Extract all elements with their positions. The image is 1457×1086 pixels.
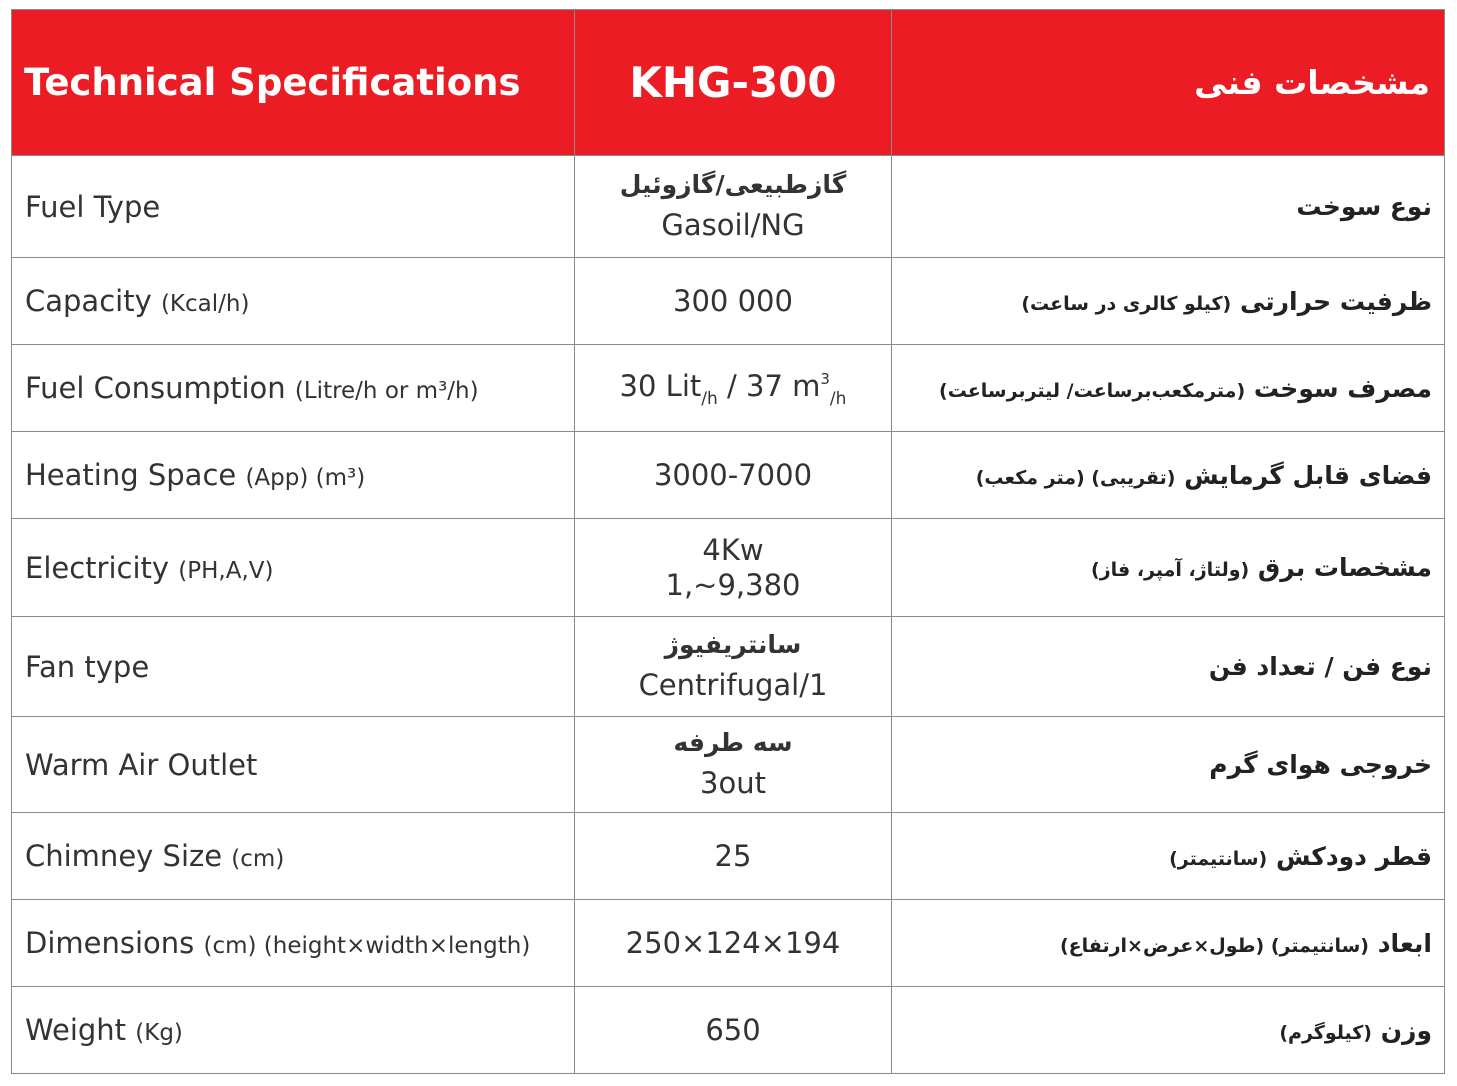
table-row	[12, 987, 1445, 1074]
en-label-cell	[12, 813, 575, 900]
table-row	[12, 717, 1445, 813]
table-row	[12, 900, 1445, 987]
value-cell	[575, 519, 892, 617]
persian-title: مشخصات فنی	[892, 10, 1445, 156]
fa-label: ابعاد	[1377, 928, 1432, 958]
table-row	[12, 813, 1445, 900]
fa-unit: (مترمکعب‌برساعت/ لیتربرساعت)	[939, 379, 1246, 402]
fa-label-cell	[892, 519, 1445, 617]
value-cell	[575, 258, 892, 345]
en-label: Dimensions	[25, 926, 195, 960]
fa-label-cell	[892, 258, 1445, 345]
fa-unit: (کیلو کالری در ساعت)	[1021, 292, 1232, 315]
value-cell	[575, 345, 892, 432]
fa-label: قطر دودکش	[1275, 841, 1432, 871]
value-text-line2: 1,~9,380	[665, 567, 801, 602]
table-row	[12, 345, 1445, 432]
value-cell	[575, 813, 892, 900]
fa-label: ظرفیت حرارتی	[1239, 286, 1432, 316]
fuel-value-part1-sub: /h	[701, 388, 718, 409]
value-persian: گازطبیعی/گازوئیل	[619, 170, 847, 200]
value-text: 25	[714, 838, 752, 873]
en-unit: (Kcal/h)	[160, 291, 250, 317]
fa-unit: (کیلوگرم)	[1279, 1021, 1372, 1044]
en-label: Weight	[25, 1013, 127, 1047]
fuel-value-part2-sub: /h	[829, 388, 847, 409]
en-label: Chimney Size	[25, 839, 223, 873]
fa-label-cell	[892, 156, 1445, 258]
en-label: Heating Space	[25, 458, 237, 492]
en-unit: (Litre/h or m³/h)	[294, 378, 479, 404]
en-label: Fuel Consumption	[25, 371, 286, 405]
en-label-cell	[12, 258, 575, 345]
en-label-cell	[12, 617, 575, 717]
fa-label-cell	[892, 432, 1445, 519]
en-label-cell	[12, 519, 575, 617]
spec-table	[11, 9, 1445, 1074]
en-label-cell	[12, 345, 575, 432]
model-name: KHG-300	[575, 10, 892, 156]
fa-label: نوع فن / تعداد فن	[1208, 652, 1432, 681]
en-unit: (Kg)	[135, 1020, 183, 1046]
fuel-value-separator: /	[717, 368, 746, 403]
value-cell	[575, 432, 892, 519]
fa-label: فضای قابل گرمایش	[1184, 460, 1432, 490]
value-text: 3000-7000	[653, 457, 813, 492]
en-unit: (App) (m³)	[245, 465, 366, 491]
fuel-value-part2: 37 m	[746, 368, 821, 403]
header-row	[12, 10, 1445, 156]
value-persian: سه طرفه	[673, 728, 793, 758]
value-text: Gasoil/NG	[661, 207, 805, 242]
english-title: Technical Specifications	[12, 10, 575, 156]
fa-label-cell	[892, 900, 1445, 987]
table-row	[12, 258, 1445, 345]
en-label: Fuel Type	[25, 189, 161, 224]
fa-unit: (تقریبی) (متر مکعب)	[975, 466, 1176, 489]
en-unit: (cm)	[231, 846, 285, 872]
en-label: Capacity	[25, 284, 152, 318]
fa-unit: (سانتیمتر)	[1169, 847, 1268, 870]
fa-label: نوع سوخت	[1296, 192, 1432, 221]
fa-label: مصرف سوخت	[1253, 373, 1432, 403]
fa-label: وزن	[1380, 1015, 1432, 1045]
fa-label-cell	[892, 987, 1445, 1074]
fuel-value-part2-sup: 3	[820, 369, 830, 388]
fa-label: خروجی هوای گرم	[1209, 750, 1432, 779]
fa-label-cell	[892, 617, 1445, 717]
value-cell	[575, 900, 892, 987]
fa-label-cell	[892, 345, 1445, 432]
en-unit: (cm) (height×width×length)	[203, 933, 531, 959]
value-text: 300 000	[673, 283, 793, 318]
fuel-value-part1: 30 Lit	[619, 368, 702, 403]
value-cell	[575, 987, 892, 1074]
en-label-cell	[12, 987, 575, 1074]
value-cell	[575, 156, 892, 258]
value-text: 4Kw	[702, 532, 764, 567]
fa-label-cell	[892, 813, 1445, 900]
en-label: Electricity	[25, 550, 170, 585]
value-persian: سانتریفیوژ	[664, 630, 802, 660]
value-text: 250×124×194	[625, 925, 841, 960]
table-row	[12, 617, 1445, 717]
fa-unit: (سانتیمتر) (طول×عرض×ارتفاع)	[1059, 934, 1369, 957]
value-cell	[575, 617, 892, 717]
fa-unit: (ولتاژ، آمپر، فاز)	[1091, 559, 1250, 581]
en-label: Warm Air Outlet	[25, 747, 258, 782]
table-row	[12, 519, 1445, 617]
en-label-cell	[12, 900, 575, 987]
en-label-cell	[12, 432, 575, 519]
value-text: Centrifugal/1	[638, 667, 828, 702]
en-label: Fan type	[25, 649, 150, 684]
value-text: 3out	[700, 765, 766, 800]
fa-label: مشخصات برق	[1257, 553, 1432, 582]
en-label-cell	[12, 717, 575, 813]
value-cell	[575, 717, 892, 813]
en-label-cell	[12, 156, 575, 258]
fa-label-cell	[892, 717, 1445, 813]
en-unit: (PH,A,V)	[178, 557, 274, 584]
table-row	[12, 156, 1445, 258]
table-row	[12, 432, 1445, 519]
value-text: 650	[705, 1012, 761, 1047]
